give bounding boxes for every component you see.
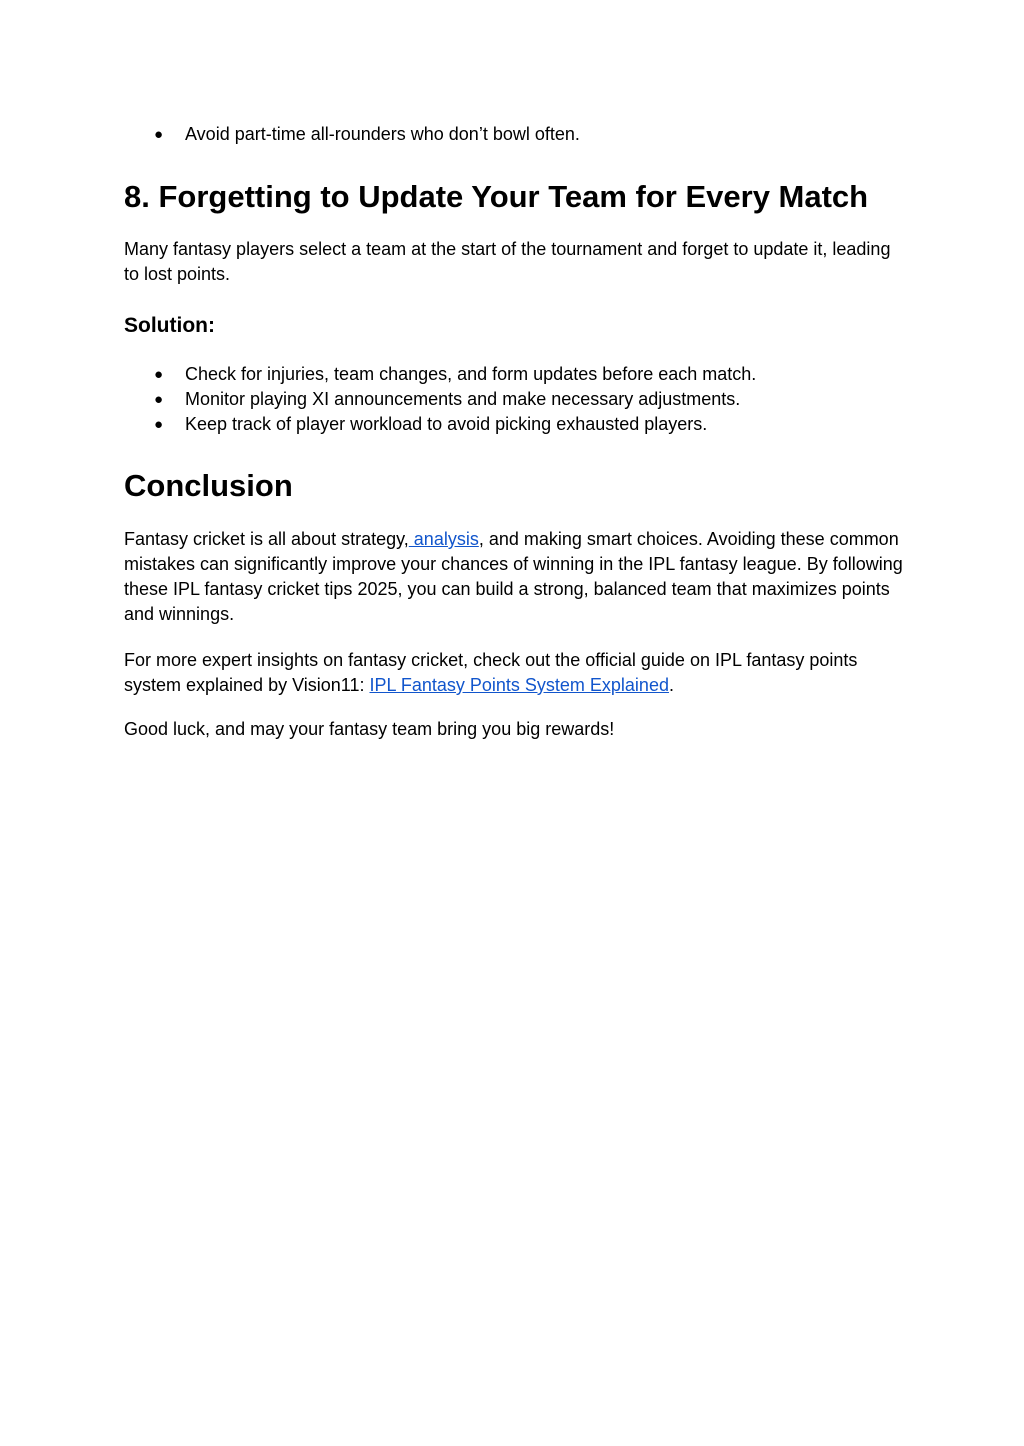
bullet-icon: ● <box>154 391 164 408</box>
list-item-text: Keep track of player workload to avoid picking exhausted players. <box>185 414 708 434</box>
list-item-text: Avoid part-time all-rounders who don’t bowl often. <box>185 124 580 144</box>
bullet-list-top <box>124 122 580 147</box>
list-item-text: Check for injuries, team changes, and form updates before each match. <box>185 364 757 384</box>
list-item <box>124 122 580 147</box>
ipl-fantasy-points-link[interactable]: IPL Fantasy Points System Explained <box>369 675 669 695</box>
solution-list <box>124 362 756 437</box>
list-item <box>124 362 756 387</box>
list-item <box>124 387 756 412</box>
paragraph-text: . <box>668 675 674 695</box>
section-paragraph: Many fantasy players select a team at the start of the tournament and forget to update it, leading to lost points. <box>124 239 891 284</box>
bullet-icon: ● <box>154 416 164 433</box>
bullet-icon: ● <box>154 366 164 383</box>
solution-heading: Solution: <box>124 314 215 337</box>
analysis-link[interactable]: analysis <box>408 529 479 549</box>
bullet-icon: ● <box>154 126 164 143</box>
conclusion-paragraph-1 <box>124 527 904 627</box>
conclusion-paragraph-2 <box>124 648 904 698</box>
paragraph-text: For more expert insights on fantasy cricket, check out the official guide on IPL fantasy points system explained by Vision11: <box>124 650 858 695</box>
paragraph-text: Fantasy cricket is all about strategy, <box>124 529 409 549</box>
list-item <box>124 412 756 437</box>
conclusion-heading: Conclusion <box>124 468 293 503</box>
section-heading-8: 8. Forgetting to Update Your Team for Every Match <box>124 179 869 214</box>
conclusion-paragraph-3: Good luck, and may your fantasy team bring you big rewards! <box>124 719 615 739</box>
list-item-text: Monitor playing XI announcements and make necessary adjustments. <box>185 389 741 409</box>
paragraph-text: , and making smart choices. Avoiding these common mistakes can significantly improve your chances of winning in the IPL fantasy league. By following these IPL fantasy cricket tips 2025, you can build a strong, balanced team that maximizes points and winnings. <box>124 529 903 624</box>
